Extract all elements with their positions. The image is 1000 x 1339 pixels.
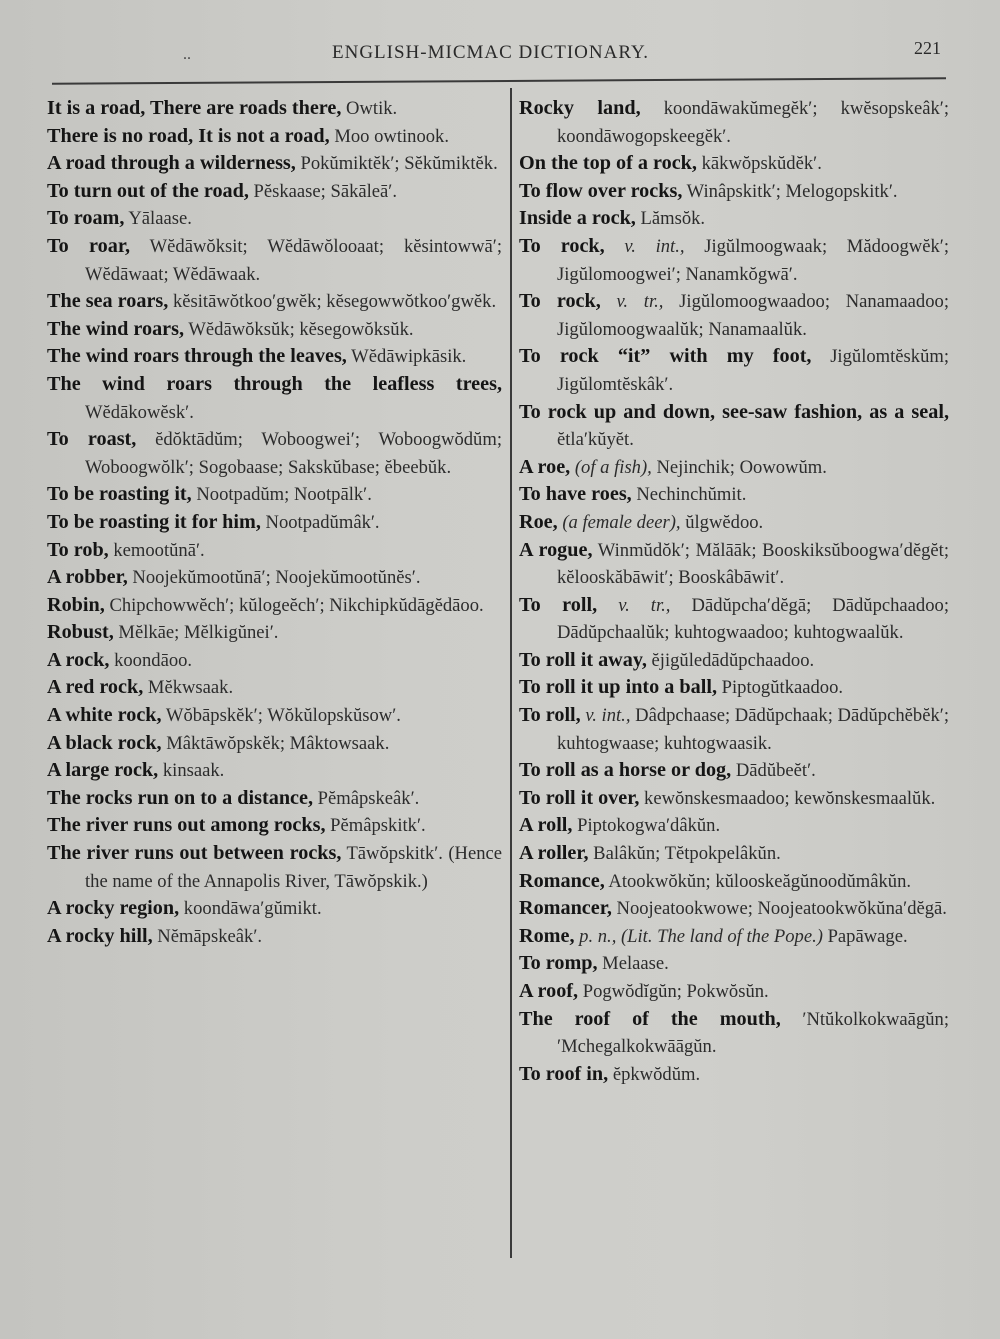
entry-translation: Papāwage.	[822, 925, 908, 947]
dictionary-entry	[519, 592, 949, 647]
dictionary-entry	[519, 840, 949, 868]
entry-headword: A roller,	[519, 842, 589, 865]
entry-translation: Balâkŭn; Tĕtpokpelâkŭn.	[588, 843, 781, 865]
entry-translation: Moo owtinook.	[329, 125, 449, 147]
entry-translation: Wĕdāwŏksŭk; kĕsegowŏksŭk.	[184, 318, 414, 340]
entry-translation: Winmŭdŏk′; Mălāāk; Booskiksŭboogwa′dĕgĕt; kĕlooskăbāwit′; Booskâbāwit′.	[557, 539, 950, 589]
dictionary-entry	[519, 537, 949, 592]
entry-grammar: v. int.,	[604, 235, 685, 257]
dictionary-entry	[47, 785, 502, 813]
dictionary-entry	[519, 674, 949, 702]
right-column	[519, 95, 949, 1088]
entry-translation: Jigŭlomoogwaadoo; Nanamaadoo; Jigŭlomoogwaalŭk; Nanamaalŭk.	[557, 291, 949, 340]
entry-headword: To roll,	[519, 593, 598, 616]
dictionary-entry	[519, 702, 949, 757]
entry-translation: Nechinchŭmit.	[631, 484, 747, 506]
dictionary-entry	[519, 233, 949, 288]
entry-headword: A red rock,	[47, 676, 144, 699]
entry-headword: The rocks run on to a distance,	[47, 786, 314, 809]
entry-translation: Wĕdāwŏksit; Wĕdāwŏlooaat; kĕsintowwā′; Wĕdāwaat; Wĕdāwaak.	[85, 235, 503, 285]
entry-translation: ĕpkwŏdŭm.	[608, 1063, 701, 1085]
entry-translation: Nootpadŭmâk′.	[260, 511, 380, 533]
dictionary-entry	[47, 205, 502, 233]
entry-translation: Chipchowwĕch′; kŭlogeĕch′; Nikchipkŭdāgĕdāoo.	[104, 594, 484, 616]
entry-headword: The wind roars through the leafless trees,	[47, 372, 502, 395]
entry-headword: Rocky land,	[519, 97, 641, 119]
entry-grammar: v. tr.,	[597, 594, 671, 616]
entry-translation: ŭlgwĕdoo.	[680, 511, 764, 533]
dictionary-entry	[47, 123, 502, 151]
entry-translation: ĕdŏktādŭm; Woboogwei′; Woboogwŏdŭm; Woboogwŏlk′; Sogobaase; Sakskŭbase; ĕbeebŭk.	[85, 429, 502, 478]
dictionary-entry	[519, 812, 949, 840]
entry-headword: To roll it over,	[519, 786, 640, 809]
entry-translation: Wŏbāpskĕk′; Wŏkŭlopskŭsow′.	[161, 705, 401, 727]
entry-translation: Nejinchik; Oowowŭm.	[651, 456, 827, 478]
entry-headword: To be roasting it,	[47, 483, 192, 506]
entry-headword: To roll,	[519, 704, 581, 727]
dictionary-entry	[47, 288, 502, 316]
entry-headword: A roof,	[519, 980, 579, 1002]
dictionary-entry	[47, 592, 502, 620]
dictionary-entry	[519, 399, 949, 454]
dictionary-entry	[47, 647, 502, 675]
running-title: ENGLISH-MICMAC DICTIONARY.	[332, 42, 649, 63]
entry-translation: kewŏnskesmaadoo; kewŏnskesmaalŭk.	[639, 787, 936, 809]
entry-headword: A road through a wilderness,	[47, 152, 296, 175]
entry-translation: Jigŭlmoogwaak; Mădoogwĕk′; Jigŭlomoogwei′; Nanamkŏgwā′.	[557, 235, 949, 285]
entry-translation: koondāwakŭmegĕk′; kwĕsopskeâk′; koondāwogopskeegĕk′.	[557, 98, 949, 147]
entry-translation: kĕsitāwŏtkoo′gwĕk; kĕsegowwŏtkoo′gwĕk.	[168, 291, 497, 313]
entry-translation: Mĕlkāe; Mĕlkigŭnei′.	[113, 622, 279, 644]
entry-translation: ′Ntŭkolkokwaāgŭn; ′Mchegalkokwāāgŭn.	[557, 1008, 949, 1058]
entry-headword: To roam,	[47, 207, 125, 230]
entry-translation: Pogwŏdĭgŭn; Pokwŏsŭn.	[578, 981, 769, 1002]
entry-headword: To roll it away,	[519, 648, 647, 671]
dictionary-entry	[519, 1006, 949, 1061]
entry-headword: The sea roars,	[47, 290, 169, 313]
dictionary-entry	[519, 205, 949, 233]
entry-translation: Tāwŏpskitk′. (Hence the name of the Annapolis River, Tāwŏpskik.)	[85, 843, 502, 892]
dictionary-entry	[519, 343, 949, 398]
entry-translation: Pĕmâpskeâk′.	[313, 787, 420, 809]
entry-translation: Noojeatookwowe; Noojeatookwŏkŭna′dĕgā.	[611, 898, 947, 920]
entry-headword: Roe,	[519, 510, 558, 533]
entry-headword: A large rock,	[47, 759, 159, 782]
dictionary-entry	[519, 1061, 949, 1089]
dictionary-entry	[519, 923, 949, 951]
entry-grammar: v. int.,	[580, 705, 631, 727]
dictionary-entry	[47, 178, 502, 206]
entry-translation: Piptogŭtkaadoo.	[717, 677, 844, 699]
dictionary-entry	[519, 288, 949, 343]
entry-headword: To rock up and down, see-saw fashion, as a seal,	[519, 400, 949, 423]
entry-translation: Yālaase.	[124, 208, 192, 230]
entry-headword: Romance,	[519, 869, 605, 892]
entry-grammar: (a female deer),	[557, 511, 681, 533]
dictionary-entry	[47, 730, 502, 758]
dictionary-entry	[47, 840, 502, 895]
column-divider	[510, 88, 512, 1258]
dictionary-entry	[47, 895, 502, 923]
dictionary-entry	[47, 371, 502, 426]
entry-translation: Wĕdākowĕsk′.	[85, 401, 194, 423]
entry-translation: Atookwŏkŭn; kŭlooskeăgŭnoodŭmâkŭn.	[604, 870, 912, 892]
dictionary-entry	[47, 316, 502, 344]
entry-headword: To roar,	[47, 234, 130, 257]
dictionary-entry	[519, 950, 949, 978]
entry-headword: A rock,	[47, 648, 110, 671]
entry-grammar: v. tr.,	[600, 291, 664, 313]
dictionary-entry	[47, 757, 502, 785]
entry-headword: The wind roars through the leaves,	[47, 345, 347, 368]
dictionary-entry	[47, 923, 502, 951]
entry-translation: Nootpadŭm; Nootpālk′.	[191, 484, 372, 506]
entry-translation: Pĕmâpskitk′.	[325, 815, 426, 837]
dictionary-entry	[47, 509, 502, 537]
entry-headword: Inside a rock,	[519, 207, 636, 230]
entry-headword: The river runs out among rocks,	[47, 814, 326, 837]
entry-translation: Pokŭmiktĕk′; Sĕkŭmiktĕk.	[295, 153, 498, 175]
entry-headword: The wind roars,	[47, 317, 185, 340]
entry-headword: To roll it up into a ball,	[519, 676, 718, 699]
entry-translation: Owtik.	[341, 98, 398, 119]
entry-translation: Lămsŏk.	[635, 208, 706, 230]
entry-translation: Dâdpchaase; Dādŭpchaak; Dādŭpchĕbĕk′; kuhtogwaase; kuhtogwaasik.	[557, 705, 949, 754]
entry-translation: kākwŏpskŭdĕk′.	[696, 153, 822, 175]
dictionary-entry	[519, 95, 949, 150]
entry-headword: To rock “it” with my foot,	[519, 345, 812, 368]
entry-headword: Robin,	[47, 593, 105, 616]
entry-headword: Romancer,	[519, 897, 612, 920]
dictionary-entry	[47, 674, 502, 702]
entry-headword: The roof of the mouth,	[519, 1007, 781, 1030]
entry-headword: To roof in,	[519, 1062, 609, 1085]
entry-grammar: p. n., (Lit. The land of the Pope.)	[574, 925, 823, 947]
entry-headword: To roast,	[47, 428, 137, 451]
dictionary-entry	[519, 785, 949, 813]
entry-translation: Melaase.	[597, 953, 669, 975]
entry-grammar: (of a fish),	[570, 456, 652, 478]
dictionary-entry	[519, 647, 949, 675]
entry-headword: A rogue,	[519, 538, 593, 561]
header-mark: ..	[183, 46, 191, 63]
dictionary-entry	[47, 150, 502, 178]
entry-headword: A white rock,	[47, 704, 162, 727]
dictionary-entry	[47, 812, 502, 840]
entry-headword: A black rock,	[47, 731, 162, 754]
dictionary-entry	[519, 481, 949, 509]
entry-translation: Dādŭpcha′dĕgā; Dādŭpchaadoo; Dādŭpchaalŭk; kuhtogwaadoo; kuhtogwaalŭk.	[557, 594, 949, 644]
dictionary-entry	[519, 178, 949, 206]
entry-headword: To flow over rocks,	[519, 179, 683, 202]
dictionary-entry	[47, 619, 502, 647]
entry-headword: To turn out of the road,	[47, 179, 249, 202]
dictionary-entry	[47, 537, 502, 565]
dictionary-entry	[519, 509, 949, 537]
dictionary-entry	[47, 481, 502, 509]
dictionary-entry	[47, 564, 502, 592]
page-header	[0, 38, 1000, 68]
dictionary-entry	[519, 868, 949, 896]
left-column	[47, 95, 502, 950]
entry-translation: Noojekŭmootŭnā′; Noojekŭmootŭnĕs′.	[127, 567, 421, 589]
entry-headword: A robber,	[47, 566, 128, 589]
entry-headword: Rome,	[519, 924, 575, 947]
dictionary-entry	[47, 233, 502, 288]
entry-translation: Mĕkwsaak.	[143, 677, 234, 699]
dictionary-entry	[519, 150, 949, 178]
entry-translation: koondāoo.	[109, 649, 193, 671]
entry-translation: kinsaak.	[158, 760, 225, 782]
dictionary-entry	[47, 426, 502, 481]
entry-translation: Mâktāwŏpskĕk; Mâktowsaak.	[161, 732, 390, 754]
entry-headword: The river runs out between rocks,	[47, 842, 342, 865]
dictionary-entry	[47, 702, 502, 730]
entry-headword: To rob,	[47, 538, 109, 561]
entry-headword: A roll,	[519, 814, 573, 837]
dictionary-entry	[519, 454, 949, 482]
entry-headword: A roe,	[519, 455, 571, 478]
entry-headword: To rock,	[519, 234, 605, 257]
entry-headword: On the top of a rock,	[519, 152, 697, 175]
entry-headword: To have roes,	[519, 483, 632, 506]
dictionary-entry	[47, 343, 502, 371]
entry-headword: To rock,	[519, 290, 601, 313]
entry-headword: A rocky hill,	[47, 924, 153, 947]
entry-translation: Pĕskaase; Sākāleā′.	[248, 180, 398, 202]
entry-translation: Winâpskitk′; Melogopskitk′.	[682, 180, 898, 202]
entry-translation: Jigŭlomtĕskŭm; Jigŭlomtĕskâk′.	[557, 346, 949, 395]
dictionary-entry	[47, 95, 502, 123]
entry-headword: It is a road, There are roads there,	[47, 97, 342, 119]
dictionary-entry	[519, 895, 949, 923]
entry-translation: ĕjigŭledādŭpchaadoo.	[646, 649, 815, 671]
entry-headword: A rocky region,	[47, 897, 180, 920]
entry-headword: There is no road, It is not a road,	[47, 124, 330, 147]
page-number: 221	[914, 38, 941, 58]
entry-headword: To be roasting it for him,	[47, 510, 261, 533]
entry-translation: Nĕmāpskeâk′.	[152, 925, 263, 947]
entry-headword: Robust,	[47, 621, 114, 644]
header-rule	[52, 77, 946, 84]
entry-translation: ĕtla′kŭyĕt.	[557, 429, 634, 451]
entry-translation: Piptokogwa′dâkŭn.	[572, 815, 721, 837]
dictionary-entry	[519, 978, 949, 1006]
entry-translation: Dādŭbeĕt′.	[731, 760, 816, 782]
entry-translation: Wĕdāwipkāsik.	[346, 346, 467, 368]
dictionary-entry	[519, 757, 949, 785]
entry-headword: To roll as a horse or dog,	[519, 759, 732, 782]
entry-translation: kemootŭnā′.	[108, 539, 205, 561]
entry-headword: To romp,	[519, 952, 598, 975]
entry-translation: koondāwa′gŭmikt.	[179, 898, 322, 920]
